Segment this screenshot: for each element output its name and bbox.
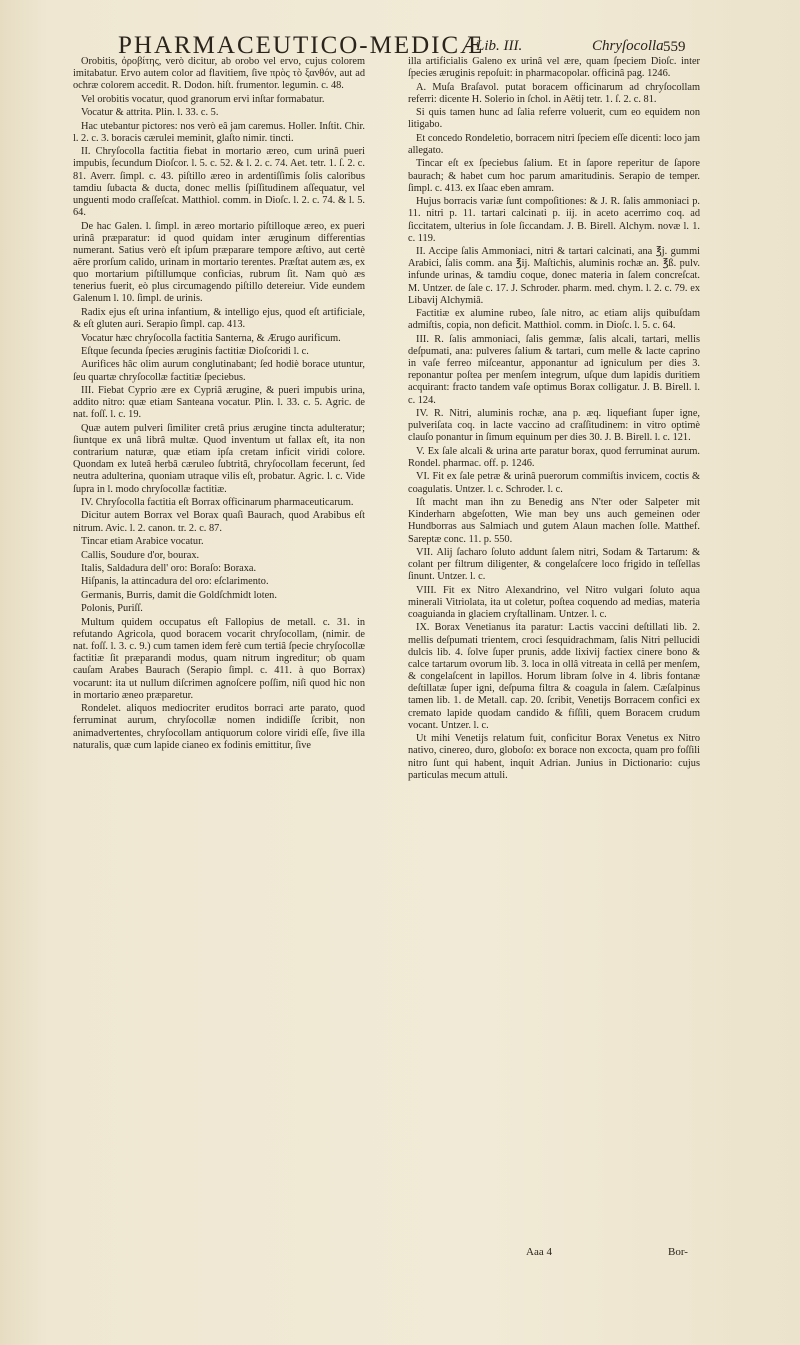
paragraph: Vel orobitis vocatur, quod granorum ervi inſtar formabatur. [81,93,325,105]
paragraph: Quæ autem pulveri ſimiliter cretâ prius ærugine tincta adulteratur; ſiuntque ex unâ librâ multæ. Quod inventum ut fallax eſt, ita non contrarium naturæ, quæ etiam ipſa cretam inficit viridi colore. Quondam ex luteâ herbâ cæruleo ſubtritâ, chryſocollam fecerunt, ſed neutra adulterina, quoniam utraque vilis eſt, probatur. Agric. l. c. Vide ſupra in l. modo chryſocollæ factitiæ. [73,422,365,495]
paragraph: Hac utebantur pictores: nos verò eâ jam caremus. Holler. Inſtit. Chir. l. 2. c. 3. boracis cærulei meminit, glaſto nimir. tincti. [73,120,365,144]
paragraph: Vocatur hæc chryſocolla factitia Santerna, & Ærugo aurificum. [81,332,341,344]
paragraph: Factitiæ ex alumine rubeo, ſale nitro, ac etiam alijs quibuſdam admiſtis, copia, non deficit. Matthiol. comm. in Dioſc. l. 5. c. 64. [408,308,700,332]
signature-mark: Aaa 4 [526,1246,552,1258]
paragraph: illa artificialis Galeno ex urinâ vel ære, quam ſpeciem Dioſc. inter ſpecies æruginis repoſuit: in pharmacopolar. officinâ pag. 1246. [408,56,700,80]
paragraph: VII. Alij ſacharo ſoluto addunt ſalem nitri, Sodam & Tartarum: & colant per filtrum diligenter, & congelaſcere loco frigido in teſſellas ſinunt. Untzer. l. c. [408,546,700,583]
right-column [408,56,700,783]
paragraph: V. Ex ſale alcali & urina arte paratur borax, quod ferruminat aurum. Rondel. pharmac. off. p. 1246. [408,445,700,469]
paragraph: II. Chryſocolla factitia fiebat in mortario æreo, cum urinâ pueri impubis, ſecundum Dioſcor. l. 5. c. 52. & l. 2. c. 74. Aet. tetr. 1. ſ. 2. c. 81. Averr. ſimpl. c. 43. piſtillo æreo in ardentiſſimis ſolis caloribus tamdiu ſubacta & ducta, donec mellis ſpiſſitudinem aſſequatur, vel unguenti modo craſſeſcat. Matthiol. comm. in Dioſc. l. 2. c. 74. & l. 5. 64. [73,146,365,219]
running-title: PHARMACEUTICO-MEDICÆ [118,32,485,59]
paragraph: Rondelet. aliquos mediocriter eruditos borraci arte parato, quod ferruminat aurum, chryſocollæ nomen indidiſſe ſcribit, non animadvertentes, chryſocollam antiquorum colore viridi eſſe, ſive illa naturalis, quæ cum lapide cianeo ex fodinis emittitur, ſive [73,703,365,751]
paragraph: Multum quidem occupatus eſt Fallopius de metall. c. 31. in refutando Agricola, quod boracem vocarit chryſocollam, (nimir. de nat. foſſ. l. 3. c. 9.) cum tamen idem ferè cum tertiâ ſpecie chryſocollæ factitiæ ſit præparandi modus, quam nitrum ingreditur; ob quam cauſam Arabes Baurach (Serapio ſimpl. c. 411. à quo Borrax) vocarunt: ita ut nullum diſcrimen agnoſcere poſſim, niſi quod hic non in mortario æneo præparetur. [73,616,365,701]
paragraph: Et concedo Rondeletio, borracem nitri ſpeciem eſſe dicenti: loco jam allegato. [408,132,700,156]
book-number: Lib. III. [476,38,523,54]
paragraph: III. R. ſalis ammoniaci, ſalis gemmæ, ſalis alcali, tartari, mellis deſpumati, ana: pulveres ſalium & tartari, cum melle & lacte caprino in vaſe ferreo miſceantur, apponantur ad igniculum per dies 3. reponantur poſtea per menſem integrum, uſque dum lapidis duritiem acquirant: fracto tandem vaſe optimus Borax colligatur. J. B. Birell. l. c. 124. [408,333,700,406]
paragraph: Iſt macht man ihn zu Benedig ans N'ter oder Salpeter mit Kinderharn abgeſotten, Wie man bey uns auch gemeinen oder Hundborras aus Salmiach und gutem Alaun machen ſolle. Matthef. Sareptæ conc. 11. p. 550. [408,497,700,545]
paragraph: IV. R. Nitri, aluminis rochæ, ana p. æq. liquefiant ſuper igne, pulveriſata coq. in lacte vaccino ad craſſitudinem: in vitro optimè clauſo ponantur in ſimum equinum per dies 30. J. B. Birell. l. c. 121. [408,408,700,444]
paragraph: Ut mihi Venetijs relatum fuit, conficitur Borax Venetus ex Nitro nativo, cinereo, duro, globoſo: ex borace non excocta, quam pro foſſili nitro ſunt qui habent, inquit Adrian. Junius in Dictionario: cujus particulas mecum attuli. [408,733,700,781]
paragraph: A. Muſa Braſavol. putat boracem officinarum ad chryſocollam referri: dicente H. Solerio in ſchol. in Aëtij tetr. 1. ſ. 2. c. 81. [408,81,700,105]
paragraph: Hiſpanis, la attincadura del oro: eſclarimento. [81,576,269,588]
paragraph: Polonis, Puriſſ. [81,603,143,615]
paragraph: De hac Galen. l. ſimpl. in æreo mortario piſtilloque æreo, ex pueri urinâ præparatur: id quod quidam inter æruginum differentias numerant. Satius verò eſt ipſum præparare tempore æſtivo, aut certè aëre prorſum calido, urinam in mortario terentes. Præſtat autem æs, ex quo mortarium piſtillumque conficias, rubrum ſit. Nam quò æs tenerius fuerit, eò plus circumagendo piſtillo detereiur. Vide eundem Galenum l. 10. ſimpl. de urinis. [73,220,365,305]
paragraph: Radix ejus eſt urina infantium, & intelligo ejus, quod eſt artificiale, & eſt gluten auri. Serapio ſimpl. cap. 413. [73,306,365,331]
paragraph: Si quis tamen hunc ad ſalia referre voluerit, cum eo equidem non litigabo. [408,107,700,131]
paragraph: VI. Fit ex ſale petræ & urinâ puerorum commiſtis invicem, coctis & coagulatis. Untzer. l. c. Schroder. l. c. [408,471,700,495]
paragraph: IX. Borax Venetianus ita paratur: Lactis vaccini deſtillati lib. 2. mellis deſpumati trientem, croci ſesquidrachmam, ſalis Nitri pellucidi dulcis lib. 4. ſolve ſuper prunis, adde lixivij factiex cinere bono & calce tartarum ovorum lib. 3. loca in ollâ vitreata in cellâ per menſem, & congelaſcent in lapillos. Horum libram ſolve in 4. libris fontanæ deſtillatæ ſuper igni, deſpuma filtra & coagula in ſalem. Cæſalpinus tamen lib. 1. de Metall. cap. 20. ſcribit, Venetijs Borracem confici ex cremato lapide quodam candido & fiſſili, quem Boracem crudum vocant. Untzer. l. c. [408,622,700,731]
paragraph: Tincar etiam Arabice vocatur. [81,536,204,548]
left-column [73,56,365,753]
paragraph: Orobitis, ὀροβίτης, verò dicitur, ab orobo vel ervo, cujus colorem imitabatur. Ervo autem color ad flavitiem, ſive πρὸς τὸ ξανθόν, aut ad ochræ colorem accedit. R. Dodon. hiſt. frumentor. legumin. c. 48. [73,56,365,92]
paragraph: Germanis, Burris, damit die Goldſchmidt loten. [81,589,277,601]
paragraph: III. Fiebat Cyprio ære ex Cypriâ ærugine, & pueri impubis urina, addito nitro: quæ etiam Santeana vocatur. Plin. l. 33. c. 5. Agric. de nat. foſſ. l. c. 19. [73,385,365,421]
paragraph: II. Accipe ſalis Ammoniaci, nitri & tartari calcinati, ana ℥j. gummi Arabici, ſalis comm. ana ℥ij. Maſtichis, aluminis rochæ an. ℥ß. pulv. infunde urinas, & tamdiu coque, donec materia in ſalem concreſcat. M. Untzer. de ſale c. 17. J. Schroder. pharm. med. chym. l. 2. c. 79. ex Libavij Alchymiâ. [408,246,700,306]
page-number: 559 [663,39,686,55]
paragraph: VIII. Fit ex Nitro Alexandrino, vel Nitro vulgari ſoluto aqua minerali Vitriolata, ita ut coletur, poſtea coquendo ad medias, materia coaguianda in glaciem cryſtallinam. Untzer. l. c. [408,584,700,621]
paragraph: Eſtque ſecunda ſpecies æruginis factitiæ Dioſcoridi l. c. [81,345,309,357]
paragraph: Italis, Saldadura dell' oro: Boraſo: Boraxa. [81,563,257,574]
paragraph: Vocatur & attrita. Plin. l. 33. c. 5. [81,107,219,119]
paragraph: Dicitur autem Borrax vel Borax quaſi Baurach, quod Arabibus eſt nitrum. Avic. l. 2. canon. tr. 2. c. 87. [73,510,365,534]
paragraph: IV. Chryſocolla factitia eſt Borrax officinarum pharmaceuticarum. [81,497,354,509]
catchword: Bor- [668,1246,688,1258]
paragraph: Callis, Soudure d'or, bourax. [81,549,200,561]
paragraph: Aurifices hâc olim aurum conglutinabant; ſed hodiè borace utuntur, ſeu quartæ chryſocollæ factitiæ ſpeciebus. [73,359,365,383]
paragraph: Hujus borracis variæ ſunt compoſitiones: & J. R. ſalis ammoniaci p. 11. nitri p. 11. tartari calcinati p. iij. in aceto acerrimo coq. ad ſiccitatem, ulterius in ſole ſiccandam. J. B. Birell. Alchym. novæ l. 1. c. 119. [408,196,700,244]
paragraph: Tincar eſt ex ſpeciebus ſalium. Et in ſapore reperitur de ſapore baurach; & habet cum hoc parum amaritudinis. Serapio de temper. ſimpl. c. 413. ex Iſaac eben amram. [408,158,700,194]
page-footer [408,1246,700,1262]
running-topic: Chryſocolla [592,38,664,54]
